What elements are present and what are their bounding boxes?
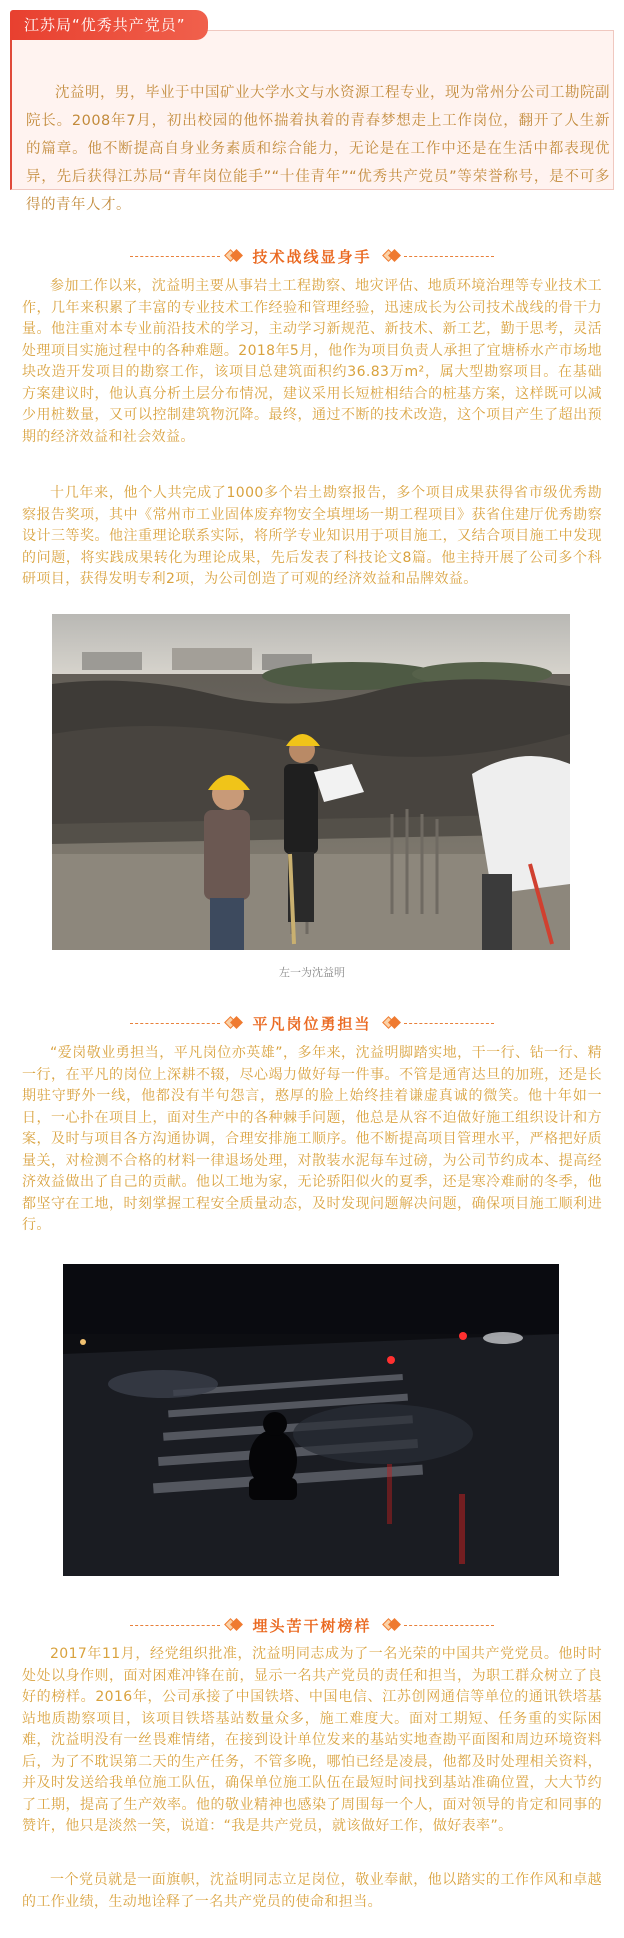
divider-left xyxy=(130,256,220,257)
photo-construction-site xyxy=(52,614,570,950)
section1-paragraph-2: 十几年来，他个人共完成了1000多个岩土勘察报告，多个项目成果获得省市级优秀勘察报告奖项，其中《常州市工业固体废弃物安全填埋场一期工程项目》获省住建厅优秀勘察设计三等奖。他注重理论联系实际，将所学专业知识用于项目施工，又结合项目施工中发现的问题，将实践成果转化为理论成果，先后发表了科技论文8篇。他主持开展了公司多个科研项目，获得发明专利2项，为公司创造了可观的经济效益和品牌效益。 xyxy=(22,485,602,587)
divider-left xyxy=(130,1625,220,1626)
diamond-icon xyxy=(384,1618,398,1632)
section2-paragraph-1: “爱岗敬业勇担当，平凡岗位亦英雄”，多年来，沈益明脚踏实地，干一行、钻一行、精一行，在平凡的岗位上深耕不辍，尽心竭力做好每一件事。不管是通宵达旦的加班，还是长期驻守野外一线，他都没有半句怨言，憨厚的脸上始终挂着谦虚真诚的微笑。他十年如一日，一心扑在项目上，面对生产中的各种棘手问题，他总是从容不迫做好施工组织设计和方案，及时与项目各方沟通协调，合理安排施工顺序。他不断提高项目管理水平，严格把好质量关，对检测不合格的材料一律退场处理，对散装水泥每车过磅，为公司节约成本、提高经济效益做出了自己的贡献。他以工地为家，无论骄阳似火的夏季，还是寒冷难耐的冬季，他都坚守在工地，时刻掌握工程安全质量动态，及时发现问题解决问题，确保项目施工顺利进行。 xyxy=(22,1045,602,1233)
diamond-icon xyxy=(226,1618,240,1632)
photo-night-road xyxy=(63,1264,559,1576)
diamond-icon xyxy=(384,249,398,263)
photo-caption: 左一为沈益明 xyxy=(279,966,345,979)
divider-right xyxy=(404,256,494,257)
section-title: 埋头苦干树榜样 xyxy=(252,1616,372,1635)
divider-right xyxy=(404,1625,494,1626)
intro-card xyxy=(10,30,614,213)
intro-text: 沈益明，男，毕业于中国矿业大学水文与水资源工程专业，现为常州分公司工勘院副院长。2008年7月，初出校园的他怀揣着执着的青春梦想走上工作岗位，翻开了人生新的篇章。他不断提高自身业务素质和综合能力，无论是在工作中还是在生活中都表现优异，先后获得江苏局“青年岗位能手”“十佳青年”“优秀共产党员”等荣誉称号，是不可多得的青年人才。 xyxy=(26,85,610,213)
section-header-duty xyxy=(0,1010,624,1036)
section1-paragraph-1: 参加工作以来，沈益明主要从事岩土工程勘察、地灾评估、地质环境治理等专业技术工作，几年来积累了丰富的专业技术工作经验和管理经验，迅速成长为公司技术战线的骨干力量。他注重对本专业前沿技术的学习，主动学习新规范、新技术、新工艺，勤于思考，灵活处理项目实施过程中的各种难题。2018年5月，他作为项目负责人承担了宜塘桥水产市场地块改造开发项目的勘察工作，该项目总建筑面积约36.83万m²，属大型勘察项目。在基础方案建议时，他认真分析土层分布情况，建议采用长短桩相结合的桩基方案，这样既可以减少用桩数量，又可以控制建筑物沉降。最终，通过不断的技术改造，这个项目产生了超出预期的经济效益和社会效益。 xyxy=(22,278,602,445)
diamond-icon xyxy=(226,249,240,263)
divider-right xyxy=(404,1023,494,1024)
section-header-model xyxy=(0,1612,624,1638)
divider-left xyxy=(130,1023,220,1024)
section-header-tech xyxy=(0,243,624,269)
section-title: 平凡岗位勇担当 xyxy=(252,1014,372,1033)
section3-paragraph-1: 2017年11月，经党组织批准，沈益明同志成为了一名光荣的中国共产党党员。他时时处处以身作则，面对困难冲锋在前，显示一名共产党员的责任和担当，为职工群众树立了良好的榜样。2016年，公司承接了中国铁塔、中国电信、江苏创网通信等单位的通讯铁塔基站地质勘察项目，该项目铁塔基站数量众多，施工难度大。面对工期短、任务重的实际困难，沈益明没有一丝畏难情绪，在接到设计单位发来的基站实地查勘平面图和周边环境资料后，为了不耽误第二天的生产任务，不管多晚，哪怕已经是凌晨，他都及时处理相关资料，并及时发送给我单位施工队伍，确保单位施工队伍在最短时间找到基站准确位置，大大节约了工期，提高了生产效率。他的敬业精神也感染了周围每一个人，面对领导的肯定和同事的赞许，他只是淡然一笑，说道：“我是共产党员，就该做好工作，做好表率”。 xyxy=(22,1646,602,1834)
section3-paragraph-2: 一个党员就是一面旗帜，沈益明同志立足岗位，敬业奉献，他以踏实的工作作风和卓越的工作业绩，生动地诠释了一名共产党员的使命和担当。 xyxy=(22,1872,602,1910)
intro-tag: 江苏局“优秀共产党员” xyxy=(10,10,208,40)
section-title: 技术战线显身手 xyxy=(252,247,372,266)
diamond-icon xyxy=(384,1016,398,1030)
diamond-icon xyxy=(226,1016,240,1030)
